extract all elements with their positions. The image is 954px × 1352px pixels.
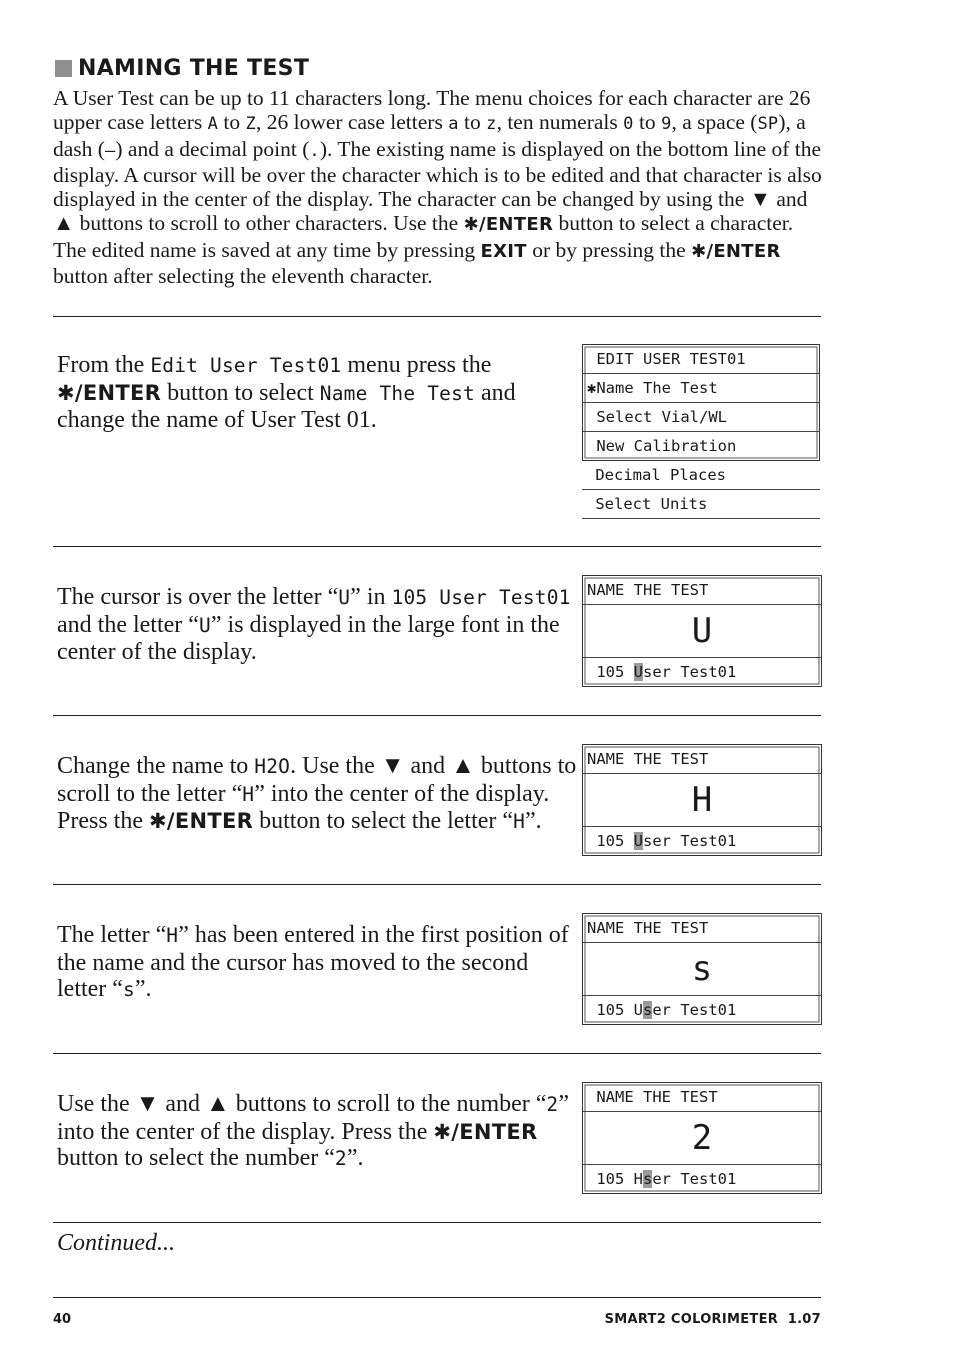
- divider: [53, 1222, 821, 1223]
- lcd-name-line: 105 User Test01: [587, 1001, 737, 1019]
- product-name: SMART2 COLORIMETER 1.07: [604, 1312, 821, 1327]
- lcd-large-char: s: [583, 943, 821, 996]
- lcd-large-char: H: [583, 774, 821, 827]
- name-test-lcd-display: [582, 1082, 822, 1194]
- lcd-row: Decimal Places: [582, 461, 820, 490]
- name-test-lcd-display: [582, 744, 822, 856]
- step5-text: Use the ▼ and ▲ buttons to scroll to the number “2” into the center of the display. Press the ✱/ENTER button to select the number “2”.: [57, 1091, 570, 1171]
- page-number: 40: [53, 1312, 72, 1327]
- lcd-title: NAME THE TEST: [583, 576, 821, 605]
- lcd-title: NAME THE TEST: [583, 745, 821, 774]
- square-bullet-icon: [55, 60, 72, 77]
- divider: [53, 1053, 821, 1054]
- cursor-char: s: [643, 1001, 653, 1019]
- name-test-lcd-display: [582, 913, 822, 1025]
- lcd-name-line: 105 User Test01: [587, 832, 737, 850]
- name-test-lcd-display: [582, 575, 822, 687]
- divider: [53, 884, 821, 885]
- lcd-row: Select Vial/WL: [583, 403, 819, 432]
- lcd-large-char: U: [583, 605, 821, 658]
- lcd-name-line: 105 User Test01: [587, 663, 737, 681]
- intro-paragraph: A User Test can be up to 11 characters long. The menu choices for each character are 26 upper case letters A to Z, 26 lower case letters a to z, ten numerals 0 to 9, a space (SP), a dash (–) and a decimal point (.). The existing name is displayed on the bottom line of the display. A cursor will be over the character which is to be edited and that character is also displayed in the center of the display. The character can be changed by using the ▼ and ▲ buttons to scroll to other characters. Use the ✱/ENTER button to select a character. The edited name is saved at any time by pressing EXIT or by pressing the ✱/ENTER button after selecting the eleventh character.: [53, 86, 822, 289]
- lcd-row: New Calibration: [587, 437, 737, 455]
- continued-note: Continued...: [57, 1230, 175, 1256]
- lcd-name-line: 105 Hser Test01: [587, 1170, 737, 1188]
- step1-text: From the Edit User Test01 menu press the ✱/ENTER button to select Name The Test and change the name of User Test 01.: [57, 352, 516, 433]
- lcd-large-char: 2: [583, 1112, 821, 1165]
- cursor-char: U: [633, 663, 644, 681]
- menu-lcd-display: [582, 344, 820, 519]
- section-heading: [55, 56, 309, 81]
- lcd-row: Select Units: [582, 490, 820, 519]
- divider: [53, 316, 821, 317]
- step4-text: The letter “H” has been entered in the first position of the name and the cursor has moved to the second letter “s”.: [57, 922, 569, 1002]
- section-heading-text: NAMING THE TEST: [78, 56, 310, 81]
- step2-text: The cursor is over the letter “U” in 105 User Test01 and the letter “U” is displayed in the large font in the center of the display.: [57, 584, 571, 665]
- lcd-title: NAME THE TEST: [583, 914, 821, 943]
- cursor-char: s: [643, 1170, 653, 1188]
- cursor-char: U: [633, 832, 644, 850]
- lcd-row: EDIT USER TEST01: [583, 345, 819, 374]
- step3-text: Change the name to H2O. Use the ▼ and ▲ buttons to scroll to the letter “H” into the center of the display. Press the ✱/ENTER button to select the letter “H”.: [57, 753, 577, 834]
- footer-divider: [53, 1297, 821, 1298]
- divider: [53, 715, 821, 716]
- lcd-title: NAME THE TEST: [583, 1083, 821, 1112]
- lcd-row: ✱Name The Test: [583, 374, 819, 403]
- divider: [53, 546, 821, 547]
